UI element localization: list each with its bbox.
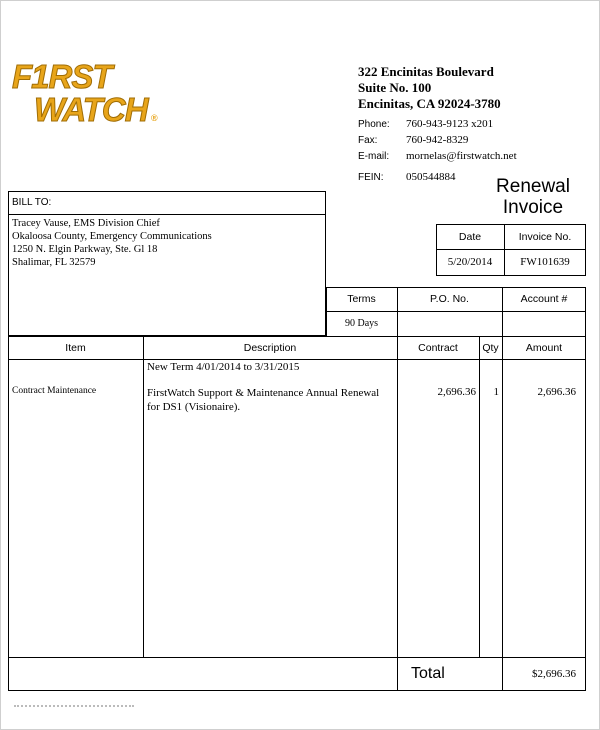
- phone-value: 760-943-9123 x201: [406, 118, 494, 130]
- terms-header: Terms: [347, 293, 376, 305]
- row-contract: 2,696.36: [437, 386, 476, 398]
- invoice-number: FW101639: [520, 256, 570, 268]
- invoice-title-line-1: Renewal: [496, 176, 570, 197]
- qty-header: Qty: [482, 342, 499, 354]
- bill-to-line: Tracey Vause, EMS Division Chief: [12, 218, 160, 229]
- registered-mark: ®: [150, 113, 157, 123]
- fax-label: Fax:: [358, 135, 378, 146]
- account-number-header: Account #: [520, 293, 568, 305]
- total-value: $2,696.36: [532, 668, 576, 680]
- bill-to-divider: [8, 214, 326, 215]
- phone-label: Phone:: [358, 119, 390, 130]
- item-header: Item: [65, 342, 86, 354]
- amount-header: Amount: [525, 342, 563, 354]
- date-invoice-divider: [436, 249, 586, 250]
- bill-to-label: BILL TO:: [12, 197, 52, 208]
- bill-to-line: Okaloosa County, Emergency Communications: [12, 231, 212, 242]
- company-address: [358, 64, 501, 112]
- bill-to-address: [12, 217, 212, 269]
- row-item: Contract Maintenance: [12, 386, 97, 396]
- logo-line-1: F1RST: [12, 58, 112, 95]
- address-line-3: Encinitas, CA 92024-3780: [358, 96, 501, 111]
- invoice-title: [478, 176, 588, 218]
- terms-value: 90 Days: [344, 318, 379, 329]
- fein-label: FEIN:: [358, 172, 384, 183]
- company-contact: [358, 116, 517, 185]
- fein-value: 050544884: [406, 171, 456, 183]
- company-logo: [10, 60, 157, 126]
- fax-value: 760-942-8329: [406, 134, 469, 146]
- date-header: Date: [458, 231, 482, 243]
- total-label: Total: [411, 665, 445, 682]
- email-label: E-mail:: [358, 151, 390, 162]
- terms-divider: [326, 311, 586, 312]
- bill-to-line: 1250 N. Elgin Parkway, Ste. Gl 18: [12, 244, 158, 255]
- items-header-divider: [8, 359, 586, 360]
- row-description: FirstWatch Support & Maintenance Annual Renewal for DS1 (Visionaire).: [147, 387, 380, 413]
- address-line-2: Suite No. 100: [358, 80, 432, 95]
- invoice-number-header: Invoice No.: [518, 231, 572, 243]
- items-footer-divider: [8, 657, 586, 658]
- description-header: Description: [243, 342, 297, 354]
- contract-header: Contract: [418, 342, 458, 354]
- items-sep-contract: [479, 336, 480, 657]
- invoice-title-line-2: Invoice: [502, 197, 564, 218]
- row-qty: 1: [493, 386, 499, 398]
- row-amount: 2,696.36: [537, 386, 576, 398]
- po-number-header: P.O. No.: [430, 293, 469, 305]
- items-sep-item: [143, 336, 144, 657]
- logo-line-2: WATCH: [34, 91, 148, 128]
- address-line-1: 322 Encinitas Boulevard: [358, 64, 494, 79]
- term-note: New Term 4/01/2014 to 3/31/2015: [147, 361, 300, 373]
- cut-off-footer-text: [14, 705, 134, 710]
- email-value: mornelas@firstwatch.net: [406, 150, 517, 162]
- invoice-date: 5/20/2014: [447, 256, 493, 268]
- bill-to-line: Shalimar, FL 32579: [12, 257, 96, 268]
